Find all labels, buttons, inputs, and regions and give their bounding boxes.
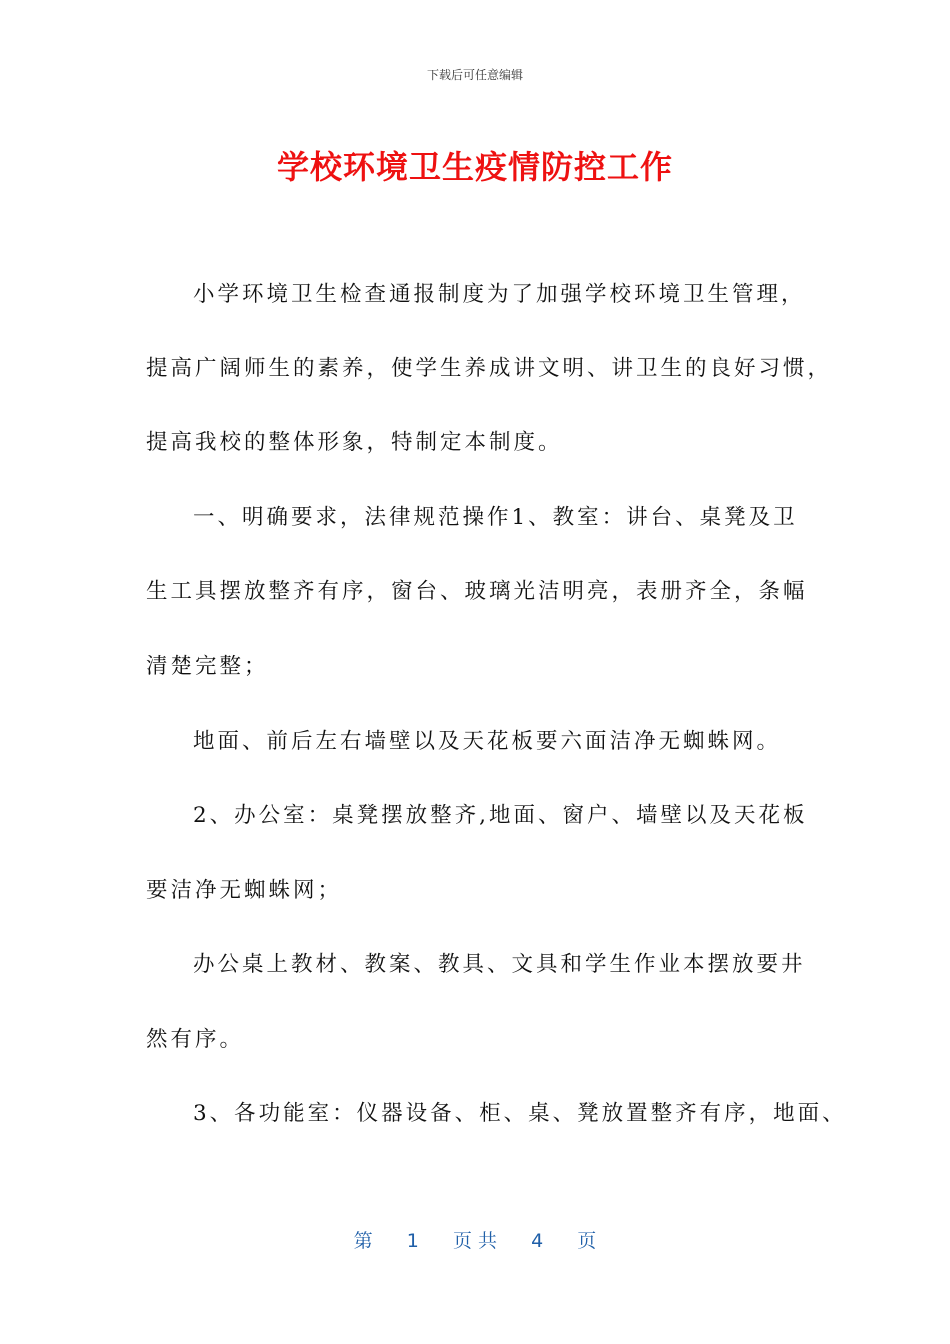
body-line: 一、明确要求，法律规范操作1、教室：讲台、桌凳及卫: [193, 505, 798, 530]
footer-label-pages: 页: [577, 1230, 597, 1252]
body-line: 清楚完整；: [146, 654, 269, 679]
body-line: 小学环境卫生检查通报制度为了加强学校环境卫生管理，: [193, 282, 806, 307]
body-line: 地面、前后左右墙壁以及天花板要六面洁净无蜘蛛网。: [193, 729, 782, 754]
body-line: 2、办公室：桌凳摆放整齐,地面、窗户、墙壁以及天花板: [193, 803, 808, 828]
body-line: 要洁净无蜘蛛网；: [146, 878, 343, 903]
page-header-note: 下载后可任意编辑: [426, 68, 523, 82]
footer-label-page: 第: [353, 1230, 373, 1252]
body-line: 3、各功能室：仪器设备、柜、桌、凳放置整齐有序，地面、: [193, 1101, 847, 1126]
body-line: 生工具摆放整齐有序，窗台、玻璃光洁明亮，表册齐全，条幅: [146, 579, 808, 604]
body-line: 办公桌上教材、教案、教具、文具和学生作业本摆放要井: [193, 952, 806, 977]
footer-label-page-of: 页 共: [452, 1230, 498, 1252]
footer-total-pages: 4: [531, 1230, 544, 1252]
body-line: 提高我校的整体形象，特制定本制度。: [146, 430, 563, 455]
page-footer: [0, 1226, 950, 1253]
document-title: 学校环境卫生疫情防控工作: [276, 148, 673, 186]
body-line: 提高广阔师生的素养，使学生养成讲文明、讲卫生的良好习惯，: [146, 356, 833, 381]
body-line: 然有序。: [146, 1027, 245, 1052]
footer-current-page: 1: [406, 1230, 419, 1252]
